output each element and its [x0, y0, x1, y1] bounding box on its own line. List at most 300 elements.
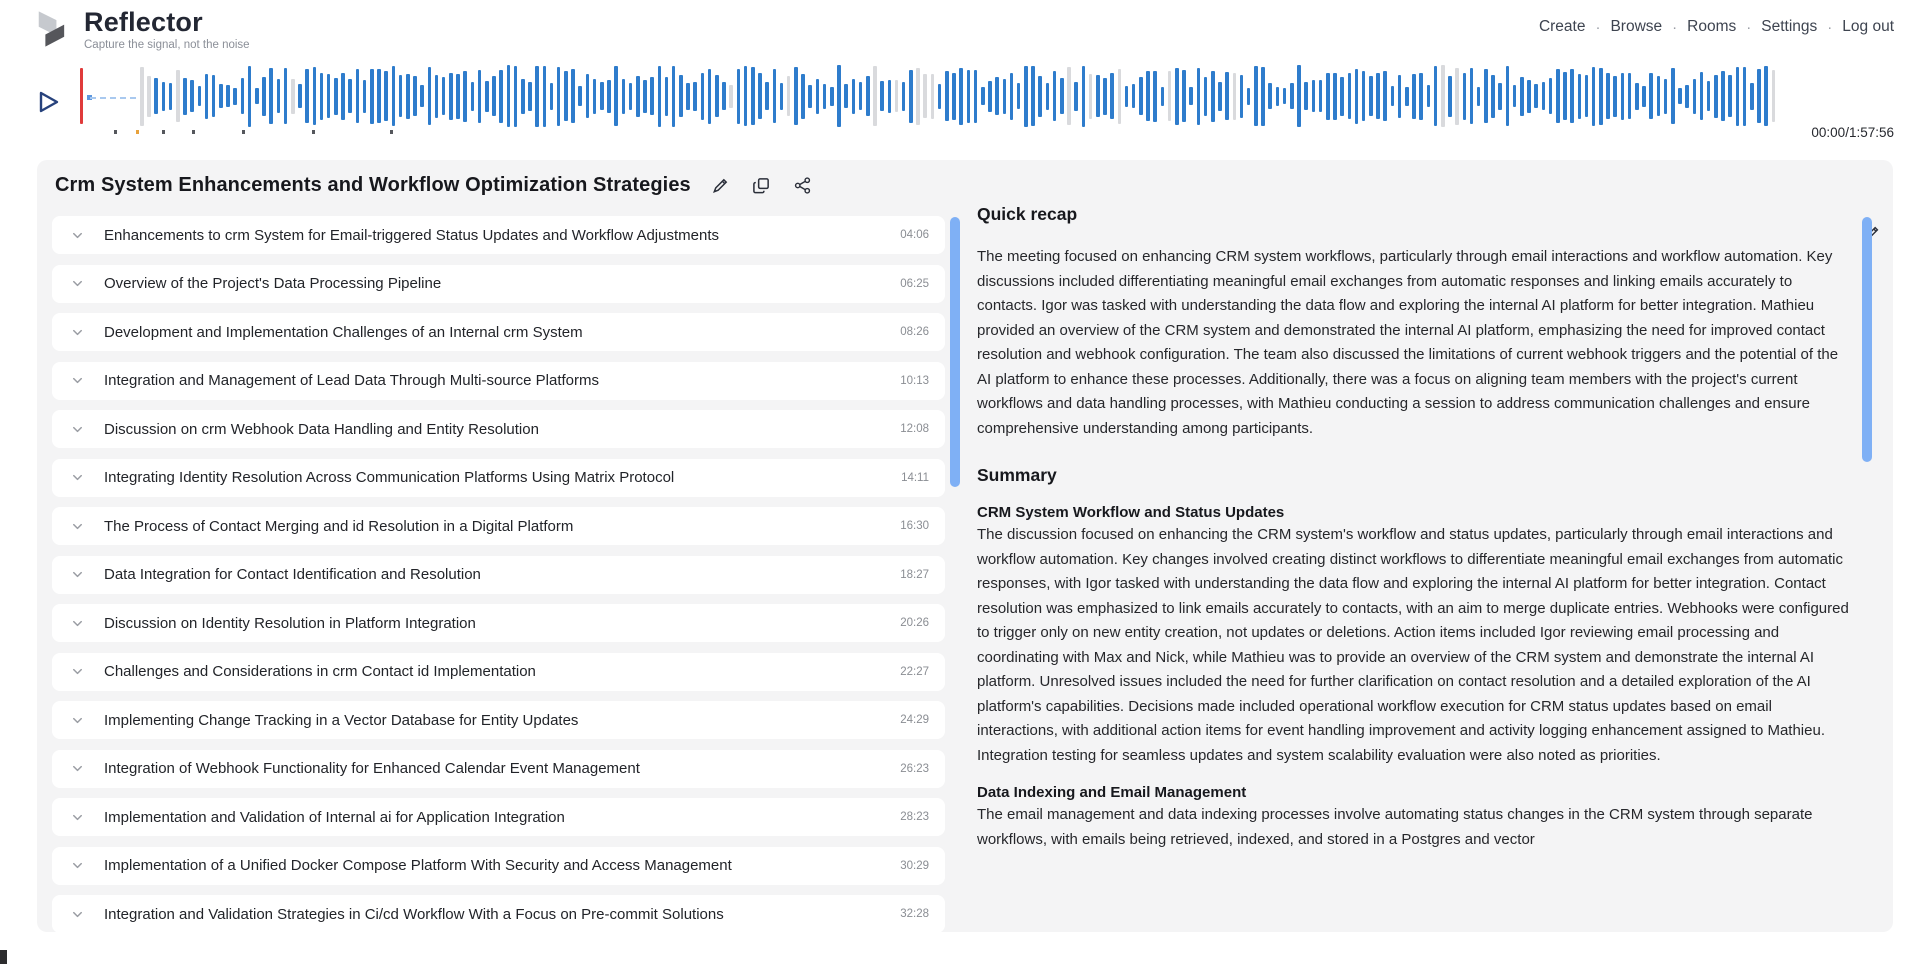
topic-label: Data Integration for Contact Identification and Resolution: [104, 566, 481, 583]
waveform-bar: [1750, 83, 1754, 110]
waveform-bar: [528, 82, 532, 111]
waveform-bar: [578, 86, 582, 106]
waveform-bar: [794, 67, 798, 125]
waveform-bar: [1578, 74, 1582, 119]
waveform-bar: [1491, 75, 1495, 118]
nav-separator: ·: [1827, 18, 1833, 36]
topic-timestamp: 08:26: [900, 326, 929, 338]
waveform-bar: [492, 76, 496, 116]
waveform-bar: [622, 79, 626, 114]
waveform-bar: [1038, 76, 1042, 117]
waveform-bar: [1455, 68, 1459, 125]
chevron-down-icon[interactable]: [70, 858, 86, 873]
waveform-bar: [1563, 72, 1567, 120]
waveform-bar: [758, 73, 762, 119]
chevron-down-icon[interactable]: [70, 616, 86, 631]
waveform-bar: [1599, 68, 1603, 125]
waveform-bar: [1031, 66, 1035, 126]
waveform-bar: [277, 79, 281, 113]
summary-section-heading: CRM System Workflow and Status Updates: [977, 504, 1285, 522]
waveform-bar: [1340, 77, 1344, 116]
waveform-bar: [1419, 73, 1423, 120]
waveform-bar: [1110, 73, 1114, 119]
waveform-bar: [658, 66, 662, 127]
waveform-bar: [420, 85, 424, 107]
topic-row[interactable]: [52, 604, 945, 642]
waveform-bar: [837, 65, 841, 127]
waveform-bar: [356, 69, 360, 123]
waveform-bar: [1175, 68, 1179, 125]
waveform-bar: [1542, 82, 1546, 110]
waveform-bar: [1448, 76, 1452, 117]
waveform-bar: [571, 69, 575, 123]
waveform-bar: [284, 68, 288, 124]
waveform-bar: [888, 80, 892, 113]
waveform-bar: [1693, 79, 1697, 114]
nav-link-rooms[interactable]: Rooms: [1687, 18, 1737, 35]
waveform-bar: [1046, 83, 1050, 110]
waveform-bar: [1585, 75, 1589, 117]
topic-row[interactable]: [52, 895, 945, 932]
waveform-bar: [1261, 67, 1265, 126]
nav-link-settings[interactable]: Settings: [1761, 18, 1818, 35]
waveform-bar: [1276, 87, 1280, 106]
nav-separator: ·: [1595, 18, 1601, 36]
total-time: 1:57:56: [1848, 125, 1894, 140]
topic-list: [52, 216, 945, 932]
waveform-bar: [1003, 79, 1007, 114]
topic-timestamp: 28:23: [900, 811, 929, 823]
time-separator: /: [1845, 125, 1849, 140]
chevron-down-icon[interactable]: [70, 276, 86, 291]
audio-player: [30, 64, 1894, 140]
waveform-bar: [1649, 73, 1653, 119]
quick-recap-heading: Quick recap: [977, 204, 1078, 224]
topic-label: Integration of Webhook Functionality for Enhanced Calendar Event Management: [104, 760, 640, 777]
waveform-bar: [801, 74, 805, 119]
topic-timestamp: 26:23: [900, 762, 929, 775]
chevron-down-icon[interactable]: [70, 422, 86, 437]
waveform-bar: [1534, 84, 1538, 108]
topic-timestamp: 22:27: [900, 665, 929, 678]
waveform-bar: [1628, 73, 1632, 119]
topic-label: Development and Implementation Challenges of an Internal crm System: [104, 323, 583, 341]
waveform-bar: [1621, 73, 1625, 120]
waveform-bar: [291, 79, 295, 114]
topic-row[interactable]: [52, 216, 945, 254]
share-button[interactable]: [791, 174, 814, 197]
waveform-bar: [1103, 78, 1107, 115]
waveform-bar: [348, 79, 352, 113]
waveform-bar: [428, 67, 432, 125]
topic-timestamp: 14:11: [901, 471, 929, 484]
waveform-bar: [1736, 67, 1740, 126]
waveform-bar: [1477, 87, 1481, 106]
timeline-tick: [114, 130, 117, 134]
waveform-bar: [1153, 71, 1157, 122]
waveform-bar: [1254, 66, 1258, 126]
waveform-bar: [262, 77, 266, 116]
chevron-down-icon[interactable]: [70, 761, 86, 776]
topic-timestamp: 24:29: [900, 714, 929, 726]
waveform-bar: [1664, 79, 1668, 114]
waveform-bar: [176, 70, 180, 122]
waveform-bar: [1326, 73, 1330, 120]
waveform-bar: [248, 66, 252, 127]
chevron-down-icon[interactable]: [70, 713, 86, 728]
waveform-bar: [1549, 78, 1553, 114]
copy-icon: [752, 176, 771, 195]
waveform-bar: [1405, 87, 1409, 106]
topic-row[interactable]: [52, 410, 945, 448]
waveform-bar: [1772, 70, 1776, 122]
waveform-bar: [1513, 85, 1517, 107]
topic-timestamp: 32:28: [900, 908, 929, 920]
waveform-bar: [909, 70, 913, 123]
waveform-bar: [1161, 87, 1165, 106]
topic-label: Implementation of a Unified Docker Compose Platform With Security and Access Management: [104, 857, 732, 874]
waveform-bar: [923, 74, 927, 118]
screen-artifact: [0, 950, 7, 964]
waveform-bar: [686, 83, 690, 110]
waveform-bar: [1657, 76, 1661, 116]
waveform-bar: [370, 69, 374, 124]
waveform-bar: [1556, 69, 1560, 123]
summary-section-body: The email management and data indexing processes involve automating status changes in the CRM system through separate workflows, with emails being retrieved, indexed, and stored in a Postgres and vector: [977, 806, 1813, 848]
waveform-bar: [665, 77, 669, 116]
timeline-tick: [162, 130, 165, 134]
waveform-bar: [816, 79, 820, 114]
topic-label: Integrating Identity Resolution Across Communication Platforms Using Matrix Protocol: [104, 469, 675, 486]
waveform-bar: [708, 69, 712, 124]
waveform-bar: [1204, 77, 1208, 116]
waveform-bar: [377, 69, 381, 123]
waveform-bar: [1463, 73, 1467, 120]
waveform-bar: [241, 78, 245, 114]
waveform-bar: [1197, 68, 1201, 125]
meeting-card: [37, 160, 1893, 932]
waveform-bar: [614, 66, 618, 126]
waveform-bar: [693, 82, 697, 111]
waveform-bar: [1017, 83, 1021, 109]
waveform-bar: [183, 78, 187, 115]
waveform-bar: [672, 66, 676, 127]
waveform-bar: [1391, 86, 1395, 106]
waveform-bar: [1060, 78, 1064, 114]
waveform-bar: [1010, 73, 1014, 120]
waveform-bar: [1685, 85, 1689, 108]
waveform-bar: [535, 66, 539, 127]
waveform-bar: [456, 74, 460, 119]
waveform-bar: [255, 88, 259, 104]
waveform-bar: [442, 77, 446, 115]
nav-link-browse[interactable]: Browse: [1610, 18, 1663, 35]
waveform-bar: [988, 81, 992, 112]
waveform-bar: [643, 80, 647, 113]
waveform-bar: [974, 70, 978, 123]
timeline-tick: [136, 130, 139, 134]
timeline-tick: [192, 130, 195, 134]
summary-section-body: The discussion focused on enhancing the CRM system's workflow and status updates, particularly through email interactions and workflow automation. Key changes involved creating distinct workflows to differentiate meaningful email exchanges from automatic responses, with Igor tasked with understanding the data flow and exploring the internal AI platform for better integration. Contact resolution was emphasized to link emails accurately to contacts, with an aim to merge duplicate entries. Webhooks were configured to trigger only on new entity creation, not updates or deletions. Action items included Igor reviewing email processing and coordinating with Max and Nick, while Mathieu was to provide an overview of the CRM system and demonstrate the internal AI platform. Unresolved issues included the need for further clarification on contact resolution and a detailed exploration of the AI platform's capabilities. Decisions made included operational workflow execution for CRM status updates based on email interactions, with additional action items for event handling improvement and activity logging enhancement assigned to Mathieu. Integration testing for seamless updates and system scalability evaluation were also noted as priorities.: [977, 526, 1849, 764]
timeline-tick: [312, 130, 315, 134]
top-nav: [1539, 18, 1894, 36]
waveform-bar: [1139, 77, 1143, 115]
waveform-bar: [1240, 75, 1244, 118]
waveform-bar: [1118, 69, 1122, 124]
waveform-bar: [895, 80, 899, 112]
waveform-bar: [629, 83, 633, 110]
waveform-bar: [859, 82, 863, 110]
topic-row[interactable]: [52, 362, 945, 400]
topic-label: Implementation and Validation of Internal ai for Application Integration: [104, 808, 565, 826]
waveform-bar: [938, 84, 942, 109]
nav-link-create[interactable]: Create: [1538, 18, 1586, 35]
chevron-down-icon[interactable]: [70, 567, 86, 582]
waveform-bar: [650, 77, 654, 115]
nav-separator: ·: [1672, 18, 1678, 36]
topic-row[interactable]: [52, 507, 945, 545]
waveform-bar: [931, 74, 935, 119]
meeting-title: Crm System Enhancements and Workflow Optimization Strategies: [55, 174, 691, 196]
summary-heading: Summary: [977, 465, 1057, 486]
waveform-bar: [1096, 75, 1100, 117]
app-header: [0, 0, 1924, 58]
waveform-bar: [830, 87, 834, 106]
topic-row[interactable]: [52, 265, 945, 303]
waveform-bar: [1053, 71, 1057, 121]
app-title: Reflector: [84, 7, 203, 37]
topics-scrollbar[interactable]: [950, 217, 960, 487]
waveform-bar: [880, 81, 884, 111]
waveform-bar: [449, 73, 453, 120]
waveform-bar: [1146, 71, 1150, 121]
waveform-bar: [1764, 66, 1768, 126]
chevron-down-icon[interactable]: [70, 907, 86, 922]
topic-row[interactable]: [52, 798, 945, 836]
pencil-icon: [711, 176, 730, 195]
waveform-bar: [1362, 71, 1366, 121]
chevron-down-icon[interactable]: [70, 325, 86, 340]
waveform-bar: [1721, 71, 1725, 121]
waveform-bar: [363, 80, 367, 113]
topic-label: The Process of Contact Merging and id Resolution in a Digital Platform: [104, 517, 574, 535]
chevron-down-icon[interactable]: [70, 373, 86, 388]
waveform-bar: [1233, 73, 1237, 120]
topic-label: Implementing Change Tracking in a Vector Database for Entity Updates: [104, 711, 579, 729]
waveform-bar: [744, 66, 748, 126]
waveform-bar: [751, 67, 755, 125]
waveform-bar: [600, 82, 604, 110]
waveform-bar: [1383, 71, 1387, 121]
topic-label: Integration and Validation Strategies in Ci/cd Workflow With a Focus on Pre-commit Solutions: [104, 905, 724, 923]
waveform-bar: [1082, 66, 1086, 127]
waveform-bar: [198, 86, 202, 106]
topic-row[interactable]: [52, 701, 945, 739]
timeline-tick: [390, 130, 393, 134]
waveform-bar: [902, 82, 906, 111]
topic-row[interactable]: [52, 459, 945, 497]
waveform-bar: [1520, 77, 1524, 116]
topic-label: Discussion on crm Webhook Data Handling and Entity Resolution: [104, 420, 539, 438]
waveform-bar: [305, 69, 309, 123]
waveform-bar: [1268, 83, 1272, 109]
waveform-bar: [140, 67, 144, 126]
waveform-bar: [1369, 76, 1373, 116]
topic-row[interactable]: [52, 313, 945, 351]
waveform-bar: [1757, 69, 1761, 123]
play-icon: [38, 90, 60, 114]
waveform-bar: [219, 84, 223, 108]
waveform-bar: [1182, 70, 1186, 122]
chevron-down-icon[interactable]: [70, 810, 86, 825]
quick-recap-body: The meeting focused on enhancing CRM system workflows, particularly through email interactions and workflow automation. Key discussions included differentiating meaningful email exchanges from automatic responses and linking emails accurately to contacts. Igor was tasked with understanding the data flow and exploring the internal AI platform for better integration. Mathieu provided an overview of the CRM system and demonstrated the internal AI platform, emphasizing the need for improved contact resolution and webhook configuration. The team also discussed the limitations of current webhook triggers and the potential of the AI platform to enhance these processes. Additionally, there was a focus on aligning team members with the project's current workflows and data handling processes, with Mathieu conducting a session to address communication challenges and ensure comprehensive understanding among participants.: [977, 248, 1839, 437]
waveform-bar: [722, 82, 726, 110]
waveform-bar: [1678, 88, 1682, 104]
waveform-bar: [981, 87, 985, 105]
topic-label: Overview of the Project's Data Processing Pipeline: [104, 275, 442, 292]
waveform-bar: [485, 81, 489, 112]
chevron-down-icon[interactable]: [70, 519, 86, 534]
waveform-bar: [169, 83, 173, 110]
waveform-bar: [1498, 83, 1502, 110]
waveform-bar: [844, 84, 848, 108]
waveform-bar: [521, 79, 525, 114]
waveform-bar: [1304, 82, 1308, 110]
waveform-bar: [1570, 69, 1574, 123]
waveform-bar: [1606, 73, 1610, 119]
playhead-cursor[interactable]: [80, 68, 83, 124]
summary-panel: [977, 204, 1855, 868]
waveform-bar: [514, 66, 518, 127]
summary-section: [977, 784, 1855, 852]
waveform-bar: [543, 66, 547, 127]
waveform-bar: [1441, 65, 1445, 127]
waveform-bar: [945, 71, 949, 121]
waveform-bar: [1067, 67, 1071, 125]
topic-label: Integration and Management of Lead Data Through Multi-source Platforms: [104, 372, 599, 389]
waveform-bar: [190, 80, 194, 112]
waveform-bar: [471, 82, 475, 111]
waveform-bar: [399, 75, 403, 117]
waveform-bar: [1527, 80, 1531, 113]
waveform-bar: [715, 75, 719, 117]
waveform-bar: [1247, 88, 1251, 105]
waveform-bar: [873, 66, 877, 126]
waveform-bar: [1089, 74, 1093, 119]
waveform-bar: [586, 74, 590, 118]
waveform-bar: [1743, 67, 1747, 126]
waveform-bar: [1642, 86, 1646, 107]
waveform-bar: [866, 76, 870, 116]
waveform-bar: [154, 78, 158, 114]
waveform-bar: [1297, 65, 1301, 127]
waveform-bar: [147, 76, 151, 117]
waveform-bar: [1218, 82, 1222, 111]
summary-section-heading: Data Indexing and Email Management: [977, 784, 1247, 802]
waveform-bar: [1714, 75, 1718, 118]
topic-timestamp: 18:27: [900, 568, 929, 581]
play-button[interactable]: [38, 90, 60, 114]
chevron-down-icon[interactable]: [70, 228, 86, 243]
waveform-bar: [463, 71, 467, 122]
topic-row[interactable]: [52, 556, 945, 594]
waveform-bar: [967, 70, 971, 123]
waveform-bar: [916, 68, 920, 125]
waveform-bar: [341, 73, 345, 120]
summary-section: [977, 504, 1855, 768]
waveform-bar: [1355, 69, 1359, 124]
waveform-bar: [1290, 83, 1294, 109]
reflector-logo-icon: [32, 8, 72, 50]
waveform-bar: [1671, 68, 1675, 124]
waveform-bar: [226, 85, 230, 107]
waveform-bar: [701, 73, 705, 120]
topic-row[interactable]: [52, 653, 945, 691]
current-time: 00:00: [1811, 125, 1846, 140]
waveform-bar: [1412, 74, 1416, 119]
waveform-bar: [269, 68, 273, 124]
time-display: [1811, 125, 1894, 140]
waveform-bar: [1613, 76, 1617, 117]
waveform-bar: [1398, 75, 1402, 118]
waveform-bar: [773, 69, 777, 123]
copy-button[interactable]: [750, 174, 773, 197]
waveform-silence-dashes: [90, 97, 136, 99]
waveform-bar: [1125, 86, 1129, 107]
waveform-bar: [435, 75, 439, 118]
waveform-bar: [557, 67, 561, 126]
topic-row[interactable]: [52, 750, 945, 788]
topic-timestamp: 06:25: [900, 277, 929, 290]
waveform-bar: [1635, 83, 1639, 110]
topic-timestamp: 04:06: [900, 229, 929, 241]
timeline-tick: [242, 130, 245, 134]
topic-label: Enhancements to crm System for Email-triggered Status Updates and Workflow Adjustments: [104, 226, 719, 244]
waveform-bar: [995, 77, 999, 115]
waveform-bar: [1470, 68, 1474, 124]
app-tagline: Capture the signal, not the noise: [84, 38, 250, 51]
waveform-bar: [823, 84, 827, 109]
summary-scrollbar[interactable]: [1862, 217, 1872, 462]
app-logo[interactable]: [32, 8, 250, 51]
waveform-bar: [1376, 73, 1380, 119]
waveform-bar: [636, 76, 640, 117]
waveform[interactable]: [140, 64, 1894, 128]
waveform-bar: [564, 71, 568, 121]
chevron-down-icon[interactable]: [70, 664, 86, 679]
chevron-down-icon[interactable]: [70, 470, 86, 485]
waveform-bar: [413, 76, 417, 116]
nav-link-log-out[interactable]: Log out: [1842, 18, 1894, 35]
waveform-bar: [406, 74, 410, 119]
waveform-bar: [952, 73, 956, 120]
waveform-bar: [233, 88, 237, 105]
waveform-bar: [1427, 85, 1431, 107]
waveform-bar: [313, 67, 317, 125]
topic-timestamp: 16:30: [900, 520, 929, 532]
edit-title-button[interactable]: [709, 174, 732, 197]
waveform-bar: [1189, 87, 1193, 105]
waveform-bar: [1074, 82, 1078, 111]
waveform-bar: [787, 76, 791, 116]
waveform-bar: [162, 82, 166, 111]
waveform-bar: [478, 70, 482, 123]
waveform-bar: [499, 70, 503, 123]
topic-row[interactable]: [52, 847, 945, 885]
topic-timestamp: 10:13: [900, 374, 929, 387]
waveform-bar: [1484, 69, 1488, 123]
waveform-bar: [507, 65, 511, 127]
